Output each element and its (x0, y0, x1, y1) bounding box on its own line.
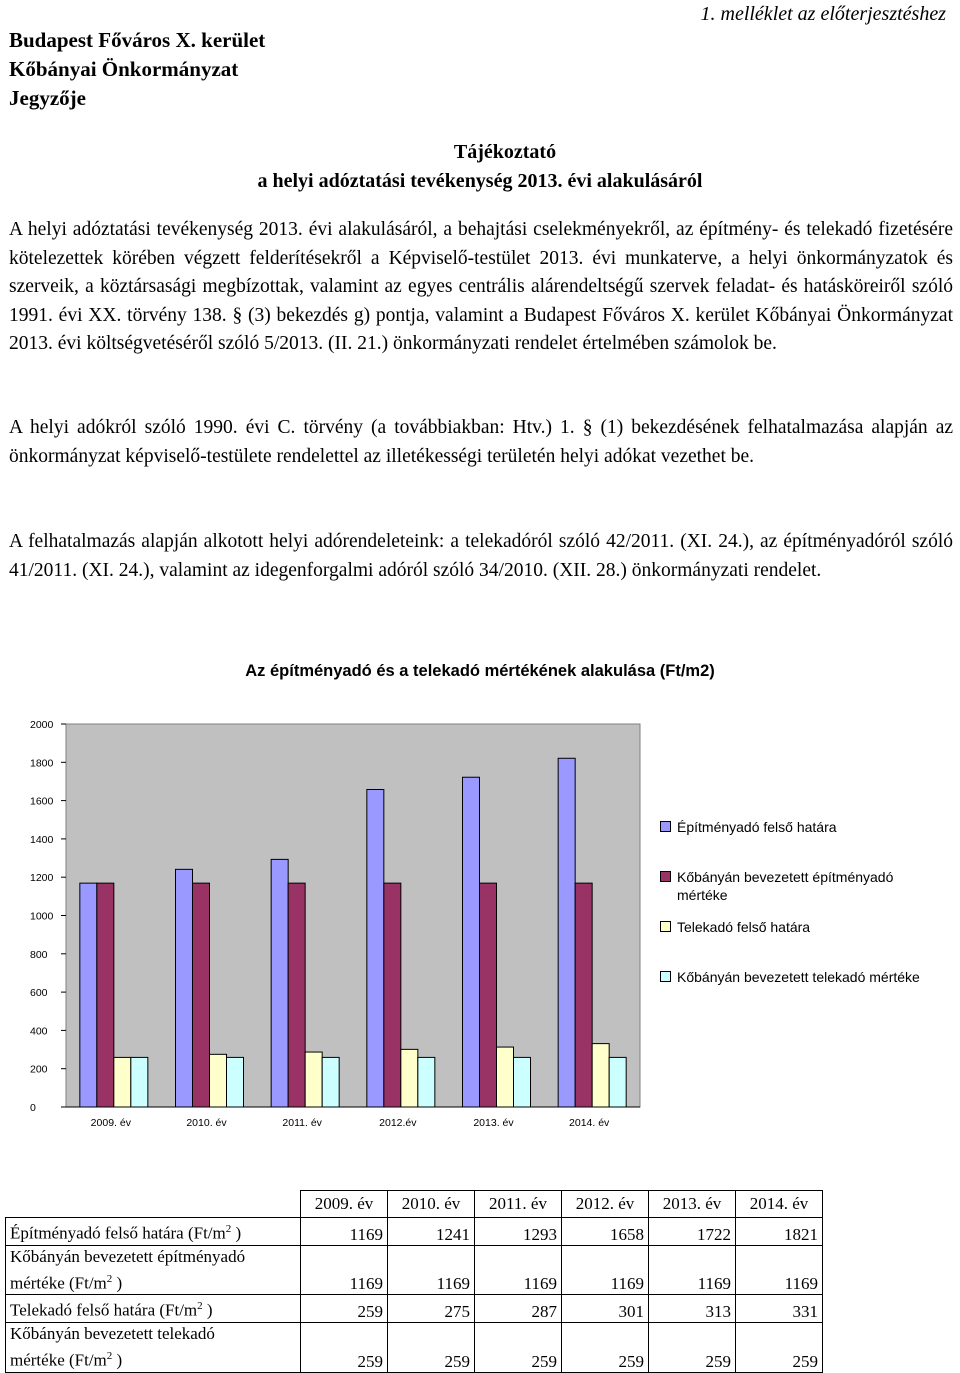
bar (609, 1057, 626, 1107)
body-paragraph-2 (9, 414, 953, 471)
bar (384, 883, 401, 1107)
x-tick-label: 2011. év (282, 1117, 322, 1129)
y-tick-label: 800 (30, 948, 48, 961)
table-cell: 313 (649, 1295, 736, 1323)
row-label-text: Telekadó felső határa (Ft/m (10, 1300, 198, 1320)
table-cell: 331 (736, 1295, 823, 1323)
row-label (6, 1322, 301, 1372)
legend-item (660, 818, 837, 836)
row-label-end: ) (112, 1273, 123, 1293)
title-line-2: a helyi adóztatási tevékenység 2013. évi alakulásáról (257, 170, 703, 192)
paragraph-text: A felhatalmazás alapján alkotott helyi adórendeleteink: a telekadóról szóló 42/2011. (XI. 24.), az építményadóról szóló 41/2011. (XI. 24.), valamint az idegenforgalmi adóról szóló 34/2010. (XII. 28.) önkormányzati rendelet. (9, 531, 953, 581)
table-cell: 1169 (301, 1218, 388, 1246)
unit-superscript: 2 (106, 1349, 113, 1362)
x-tick-label: 2010. év (186, 1117, 227, 1129)
legend-swatch (660, 871, 671, 882)
x-tick-label: 2009. év (90, 1117, 131, 1129)
year-header: 2012. év (562, 1191, 649, 1218)
x-tick-label: 2014. év (569, 1117, 610, 1129)
bar (418, 1057, 435, 1107)
table-cell: 259 (388, 1322, 475, 1372)
table-cell: 1722 (649, 1218, 736, 1246)
bar (322, 1057, 339, 1107)
unit-superscript: 2 (225, 1223, 232, 1235)
row-label-text: mértéke (Ft/m (10, 1350, 107, 1370)
row-label (6, 1295, 301, 1323)
bar (480, 883, 497, 1107)
table-cell: 301 (562, 1295, 649, 1323)
body-paragraph-1 (9, 216, 953, 359)
table-cell: 1169 (301, 1245, 388, 1295)
annex-label: 1. melléklet az előterjesztéshez (700, 3, 946, 25)
bar (193, 883, 210, 1107)
table-cell: 287 (475, 1295, 562, 1323)
table-cell: 259 (301, 1322, 388, 1372)
year-header: 2011. év (475, 1191, 562, 1218)
legend-label (677, 868, 893, 904)
bar (131, 1057, 148, 1107)
bar (367, 789, 384, 1107)
table-row (6, 1295, 823, 1323)
table-row (6, 1245, 823, 1295)
document-title (0, 138, 960, 196)
bar (210, 1054, 227, 1107)
year-header: 2014. év (736, 1191, 823, 1218)
bar (97, 883, 114, 1107)
bar (558, 758, 575, 1107)
bar-chart (0, 700, 660, 1140)
data-table (5, 1190, 823, 1373)
bar (114, 1057, 131, 1107)
legend-label: Telekadó felső határa (677, 919, 811, 935)
bar (288, 883, 305, 1107)
legend-swatch (660, 971, 671, 982)
y-tick-label: 1800 (30, 757, 54, 770)
bar (514, 1057, 531, 1107)
legend-label: Kőbányán bevezetett telekadó mértéke (677, 969, 920, 985)
table-cell: 259 (562, 1322, 649, 1372)
legend-label-line: Kőbányán bevezetett építményadó (677, 869, 894, 885)
unit-superscript: 2 (106, 1272, 113, 1285)
legend-item (660, 868, 893, 904)
legend-item (660, 968, 920, 986)
bar (463, 777, 480, 1107)
table-cell: 1241 (388, 1218, 475, 1246)
bar (497, 1047, 514, 1107)
y-tick-label: 1200 (30, 872, 54, 885)
paragraph-text: A helyi adókról szóló 1990. évi C. törvény (a továbbiakban: Htv.) 1. § (1) bekezdésének felhatalmazása alapján az önkormányzat képviselő-testülete rendelettel az illetékességi területén helyi adókat vezethet be. (9, 417, 953, 467)
y-tick-label: 200 (30, 1063, 48, 1076)
table-cell: 275 (388, 1295, 475, 1323)
issuer-block (9, 26, 265, 113)
row-label-text: Kőbányán bevezetett telekadó (10, 1323, 215, 1343)
table-cell: 259 (301, 1295, 388, 1323)
table-cell: 1169 (649, 1245, 736, 1295)
table-cell: 1658 (562, 1218, 649, 1246)
bar (575, 883, 592, 1107)
unit-superscript: 2 (197, 1300, 203, 1313)
year-header: 2013. év (649, 1191, 736, 1218)
plot-area (66, 724, 640, 1107)
row-label-end: ) (112, 1350, 123, 1370)
table-cell: 259 (475, 1322, 562, 1372)
legend-item (660, 918, 810, 936)
table-row (6, 1218, 823, 1246)
row-label (6, 1245, 301, 1295)
table-cell: 1169 (475, 1245, 562, 1295)
issuer-line-3: Jegyzője (9, 86, 86, 110)
legend-label: Építményadó felső határa (677, 819, 837, 835)
table-corner (6, 1191, 301, 1218)
y-tick-label: 1000 (30, 910, 54, 923)
table-cell: 1821 (736, 1218, 823, 1246)
row-label (6, 1218, 301, 1246)
bar (80, 883, 97, 1107)
y-tick-label: 600 (30, 987, 48, 1000)
year-header: 2009. év (301, 1191, 388, 1218)
y-tick-label: 0 (30, 1102, 36, 1114)
chart-title: Az építményadó és a telekadó mértékének alakulása (Ft/m2) (245, 662, 715, 680)
legend-swatch (660, 821, 671, 832)
bar (271, 859, 288, 1107)
row-label-text: mértéke (Ft/m (10, 1273, 107, 1293)
row-label-end: ) (202, 1300, 213, 1320)
table-cell: 1169 (562, 1245, 649, 1295)
issuer-line-1: Budapest Főváros X. kerület (9, 28, 266, 52)
table-cell: 1169 (388, 1245, 475, 1295)
row-label-text: Építményadó felső határa (Ft/m (10, 1223, 226, 1243)
body-paragraph-3 (9, 528, 953, 585)
y-tick-label: 1400 (30, 833, 54, 846)
row-label-text: Kőbányán bevezetett építményadó (10, 1246, 246, 1266)
bar (592, 1044, 609, 1107)
table-cell: 1169 (736, 1245, 823, 1295)
table-header-row (6, 1191, 823, 1218)
bar (176, 869, 193, 1107)
table-cell: 259 (736, 1322, 823, 1372)
x-tick-label: 2012.év (379, 1117, 417, 1129)
table-cell: 259 (649, 1322, 736, 1372)
table-cell: 1293 (475, 1218, 562, 1246)
row-label-end: ) (231, 1223, 242, 1243)
legend-label-line: mértéke (677, 887, 728, 903)
bar (227, 1057, 244, 1107)
title-line-1: Tájékoztató (453, 141, 557, 163)
bar (401, 1049, 418, 1107)
bar (305, 1052, 322, 1107)
y-tick-label: 400 (30, 1025, 48, 1038)
paragraph-text: A helyi adóztatási tevékenység 2013. évi alakulásáról, a behajtási cselekményekről, az építmény- és telekadó fizetésére kötelezettek körében végzett felderítésekről a Képviselő-testület 2013. évi munkaterve, a helyi önkormányzatok és szerveik, a köztársasági megbízottak, valamint az egyes centrális alárendeltségű szervek feladat- és hatásköreiről szóló 1991. évi XX. törvény 138. § (3) bekezdés g) pontja, valamint a Budapest Főváros X. kerület Kőbányai Önkormányzat 2013. évi költségvetéséről szóló 5/2013. (II. 21.) önkormányzati rendelet értelmében számolok be. (9, 219, 953, 355)
y-tick-label: 1600 (30, 795, 54, 808)
issuer-line-2: Kőbányai Önkormányzat (9, 57, 239, 81)
table-row (6, 1322, 823, 1372)
legend-swatch (660, 921, 671, 932)
x-tick-label: 2013. év (473, 1117, 514, 1129)
year-header: 2010. év (388, 1191, 475, 1218)
y-tick-label: 2000 (30, 719, 54, 731)
